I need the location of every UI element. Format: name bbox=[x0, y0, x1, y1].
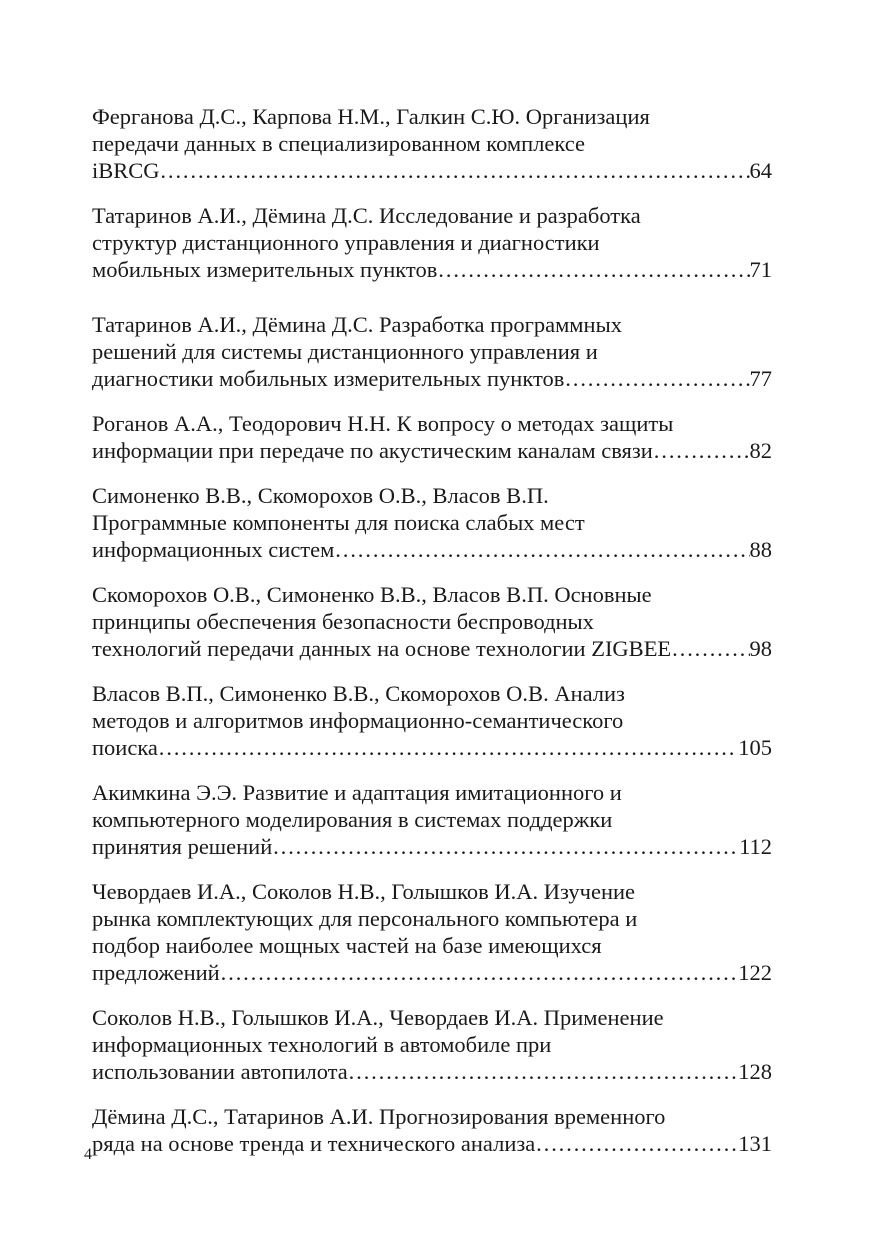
toc-entry-last-line bbox=[92, 437, 772, 464]
toc-entry-page-number: 131 bbox=[738, 1131, 772, 1156]
toc-entry-last-line bbox=[92, 1058, 772, 1085]
dot-leader bbox=[334, 536, 749, 563]
toc-entry-title-line: использовании автопилота bbox=[92, 1059, 348, 1084]
toc-entry-title-line: технологий передачи данных на основе технологии ZIGBEE bbox=[92, 636, 672, 661]
toc-entry-title-line: Татаринов А.И., Дёмина Д.С. Исследование и разработка bbox=[92, 203, 641, 228]
toc-entry[interactable] bbox=[92, 779, 772, 860]
toc-entry-title-line: Соколов Н.В., Голышков И.А., Чевордаев И.А. Применение bbox=[92, 1005, 664, 1030]
toc-entry-title-line: Чевордаев И.А., Соколов Н.В., Голышков И.А. Изучение bbox=[92, 879, 636, 904]
toc-entry-last-line bbox=[92, 157, 772, 184]
toc-entry-title-line: рынка комплектующих для персонального компьютера и bbox=[92, 906, 638, 931]
toc-entry-title-line: ряда на основе тренда и технического анализа bbox=[92, 1131, 536, 1156]
toc-entry-page-number: 128 bbox=[738, 1059, 772, 1084]
dot-leader bbox=[564, 365, 749, 392]
toc-entry-last-line bbox=[92, 365, 772, 392]
toc-entry-title-line: Симоненко В.В., Скоморохов О.В., Власов В.П. bbox=[92, 483, 549, 508]
toc-entry-title-line: Программные компоненты для поиска слабых мест bbox=[92, 510, 585, 535]
toc-entry-page-number: 77 bbox=[749, 366, 772, 391]
toc-entry-last-line bbox=[92, 734, 772, 761]
page-number: 4 bbox=[84, 1146, 92, 1163]
toc-entry-last-line bbox=[92, 536, 772, 563]
toc-entry[interactable] bbox=[92, 581, 772, 662]
toc-entry-title-line: компьютерного моделирования в системах поддержки bbox=[92, 807, 613, 832]
dot-leader bbox=[160, 157, 750, 184]
toc-entry-title-line: мобильных измерительных пунктов bbox=[92, 257, 438, 282]
toc-entry-title-line: Власов В.П., Симоненко В.В., Скоморохов О.В. Анализ bbox=[92, 681, 625, 706]
toc-entry[interactable] bbox=[92, 680, 772, 761]
toc-entry[interactable] bbox=[92, 410, 772, 464]
toc-entry-title-line: информации при передаче по акустическим каналам связи bbox=[92, 438, 653, 463]
dot-leader bbox=[437, 256, 749, 283]
toc-entry-title-line: подбор наиболее мощных частей на базе имеющихся bbox=[92, 933, 602, 958]
toc-entry-title-line: передачи данных в специализированном комплексе bbox=[92, 131, 586, 156]
toc-entry-last-line bbox=[92, 959, 772, 986]
toc-entry[interactable] bbox=[92, 878, 772, 986]
toc-entry-title-line: решений для системы дистанционного управления и bbox=[92, 339, 598, 364]
toc-entry-title-line: Скоморохов О.В., Симоненко В.В., Власов В.П. Основные bbox=[92, 582, 652, 607]
toc-entry-title-line: информационных систем bbox=[92, 537, 335, 562]
toc-entry-title-line: принципы обеспечения безопасности беспроводных bbox=[92, 609, 594, 634]
dot-leader bbox=[272, 833, 739, 860]
toc-entry-title-line: Ферганова Д.С., Карпова Н.М., Галкин С.Ю. Организация bbox=[92, 104, 650, 129]
toc-entry[interactable] bbox=[92, 202, 772, 283]
dot-leader bbox=[348, 1058, 738, 1085]
toc-entry-title-line: предложений bbox=[92, 960, 220, 985]
toc-entry-page-number: 82 bbox=[749, 438, 772, 463]
toc-entry-title-line: структур дистанционного управления и диагностики bbox=[92, 230, 600, 255]
toc-entry-last-line bbox=[92, 1130, 772, 1157]
toc-entry-page-number: 98 bbox=[749, 636, 772, 661]
toc-entry-page-number: 64 bbox=[749, 158, 772, 183]
toc-entry[interactable] bbox=[92, 311, 772, 392]
dot-leader bbox=[158, 734, 738, 761]
toc-entry-page-number: 71 bbox=[749, 257, 772, 282]
toc-entry-title-line: Роганов А.А., Теодорович Н.Н. К вопросу о методах защиты bbox=[92, 411, 674, 436]
toc-entry[interactable] bbox=[92, 1004, 772, 1085]
dot-leader bbox=[220, 959, 739, 986]
dot-leader bbox=[653, 437, 750, 464]
toc-entry-page-number: 88 bbox=[749, 537, 772, 562]
toc-entry-last-line bbox=[92, 833, 772, 860]
toc-entry-last-line bbox=[92, 256, 772, 283]
toc-entry-title-line: Дёмина Д.С., Татаринов А.И. Прогнозирования временного bbox=[92, 1104, 666, 1129]
toc-entry-page-number: 122 bbox=[738, 960, 772, 985]
toc-entry[interactable] bbox=[92, 482, 772, 563]
toc-entry[interactable] bbox=[92, 103, 772, 184]
toc-entry-title-line: диагностики мобильных измерительных пунктов bbox=[92, 366, 565, 391]
toc-entry-title-line: Акимкина Э.Э. Развитие и адаптация имитационного и bbox=[92, 780, 622, 805]
toc-entry-page-number: 112 bbox=[739, 834, 772, 859]
toc-entry-page-number: 105 bbox=[738, 735, 772, 760]
toc-entry-last-line bbox=[92, 635, 772, 662]
table-of-contents bbox=[92, 85, 772, 1157]
dot-leader bbox=[535, 1130, 738, 1157]
toc-entry-title-line: поиска bbox=[92, 735, 158, 760]
toc-entry-title-line: принятия решений bbox=[92, 834, 273, 859]
toc-entry[interactable] bbox=[92, 1103, 772, 1157]
toc-entry-title-line: методов и алгоритмов информационно-семантического bbox=[92, 708, 624, 733]
toc-entry-title-line: информационных технологий в автомобиле при bbox=[92, 1032, 552, 1057]
toc-entry-title-line: iBRCG bbox=[92, 158, 160, 183]
dot-leader bbox=[671, 635, 749, 662]
toc-entry-title-line: Татаринов А.И., Дёмина Д.С. Разработка программных bbox=[92, 312, 622, 337]
